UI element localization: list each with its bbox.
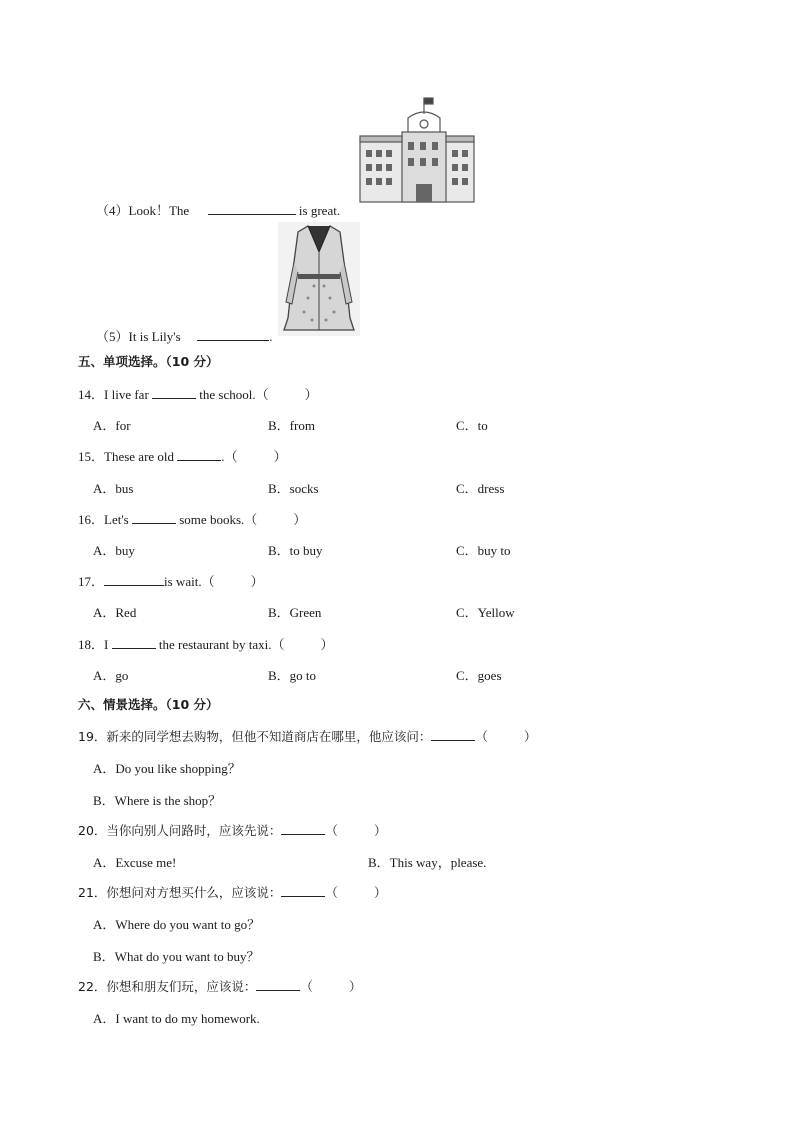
- question-text-post: some books.（: [179, 512, 258, 527]
- option-a[interactable]: A．go: [93, 668, 129, 683]
- answer-blank[interactable]: [112, 636, 156, 649]
- answer-blank[interactable]: [208, 202, 296, 215]
- question-17: [78, 571, 264, 590]
- option-b[interactable]: B．What do you want to buy？: [93, 949, 260, 964]
- question-text-pre: I live far: [104, 387, 149, 402]
- answer-blank[interactable]: [281, 884, 325, 897]
- paren-open: （: [300, 979, 313, 994]
- question-text-post: is wait.（: [164, 574, 215, 589]
- section-heading-5: 五、单项选择。（10 分）: [78, 354, 219, 369]
- paren-close: ）: [250, 574, 264, 589]
- paren-close: ）: [293, 512, 307, 527]
- question-number: 17．: [78, 574, 105, 589]
- question-21: [78, 883, 386, 901]
- question-text-pre: I: [104, 637, 109, 652]
- question-text: 21．你想问对方想买什么，应该说：: [78, 885, 282, 900]
- option-a[interactable]: A．bus: [93, 481, 134, 496]
- question-5: [96, 326, 272, 345]
- question-number: 15．: [78, 449, 105, 464]
- question-number: 16．: [78, 512, 105, 527]
- option-b[interactable]: B．Green: [268, 605, 322, 620]
- paren-close: ）: [373, 823, 387, 838]
- question-18: [78, 634, 334, 653]
- option-a[interactable]: A．Red: [93, 605, 137, 620]
- answer-blank[interactable]: [281, 822, 325, 835]
- question-text-post: the restaurant by taxi.（: [158, 637, 285, 652]
- answer-blank[interactable]: [132, 511, 176, 524]
- option-b[interactable]: B．from: [268, 418, 315, 433]
- question-15: [78, 446, 287, 465]
- question-text-post: .（: [221, 449, 238, 464]
- question-number: （5）: [96, 329, 129, 344]
- question-text: 22．你想和朋友们玩，应该说：: [78, 979, 257, 994]
- paren-close: ）: [373, 885, 387, 900]
- option-c[interactable]: C．dress: [456, 481, 505, 496]
- question-number: 14．: [78, 387, 105, 402]
- question-14: [78, 384, 318, 403]
- option-c[interactable]: C．to: [456, 418, 488, 433]
- paren-open: （: [475, 729, 488, 744]
- answer-blank[interactable]: [104, 573, 164, 586]
- option-b[interactable]: B．to buy: [268, 543, 323, 558]
- question-text: 19．新来的同学想去购物，但他不知道商店在哪里，他应该问：: [78, 729, 432, 744]
- question-16: [78, 509, 306, 528]
- paren-close: ）: [320, 637, 334, 652]
- option-a[interactable]: A．I want to do my homework.: [93, 1011, 260, 1026]
- option-b[interactable]: B．socks: [268, 481, 319, 496]
- answer-blank[interactable]: [256, 978, 300, 991]
- question-text: 20．当你向别人问路时，应该先说：: [78, 823, 282, 838]
- option-a[interactable]: A．Do you like shopping？: [93, 761, 241, 776]
- question-text-post: .: [269, 329, 273, 344]
- question-text-pre: Let's: [104, 512, 129, 527]
- option-b[interactable]: B．go to: [268, 668, 317, 683]
- option-c[interactable]: C．goes: [456, 668, 502, 683]
- question-20: [78, 821, 386, 839]
- option-c[interactable]: C．buy to: [456, 543, 511, 558]
- question-4: [96, 200, 340, 219]
- question-text-post: the school.（: [199, 387, 269, 402]
- paren-close: ）: [348, 979, 362, 994]
- paren-close: ）: [523, 729, 537, 744]
- option-a[interactable]: A．Where do you want to go？: [93, 917, 261, 932]
- paren-close: ）: [304, 387, 318, 402]
- section-heading-6: 六、情景选择。（10 分）: [78, 697, 219, 712]
- answer-blank[interactable]: [177, 448, 221, 461]
- question-number: 18．: [78, 637, 105, 652]
- coat-icon: [278, 222, 360, 336]
- paren-open: （: [325, 823, 338, 838]
- option-b[interactable]: B．This way，please.: [368, 855, 487, 870]
- option-a[interactable]: A．Excuse me!: [93, 855, 177, 870]
- school-building-icon: [356, 96, 478, 206]
- question-22: [78, 977, 361, 995]
- paren-open: （: [325, 885, 338, 900]
- question-number: （4）: [96, 203, 129, 218]
- question-text-pre: It is Lily's: [128, 329, 181, 344]
- question-text-post: is great.: [298, 203, 341, 218]
- option-b[interactable]: B．Where is the shop？: [93, 793, 222, 808]
- question-text-pre: Look！The: [128, 203, 190, 218]
- question-19: [78, 727, 536, 745]
- answer-blank[interactable]: [431, 728, 475, 741]
- answer-blank[interactable]: [152, 386, 196, 399]
- option-c[interactable]: C．Yellow: [456, 605, 515, 620]
- option-a[interactable]: A．buy: [93, 543, 135, 558]
- paren-close: ）: [273, 449, 287, 464]
- question-text-pre: These are old: [104, 449, 175, 464]
- option-a[interactable]: A．for: [93, 418, 131, 433]
- answer-blank[interactable]: [197, 328, 269, 341]
